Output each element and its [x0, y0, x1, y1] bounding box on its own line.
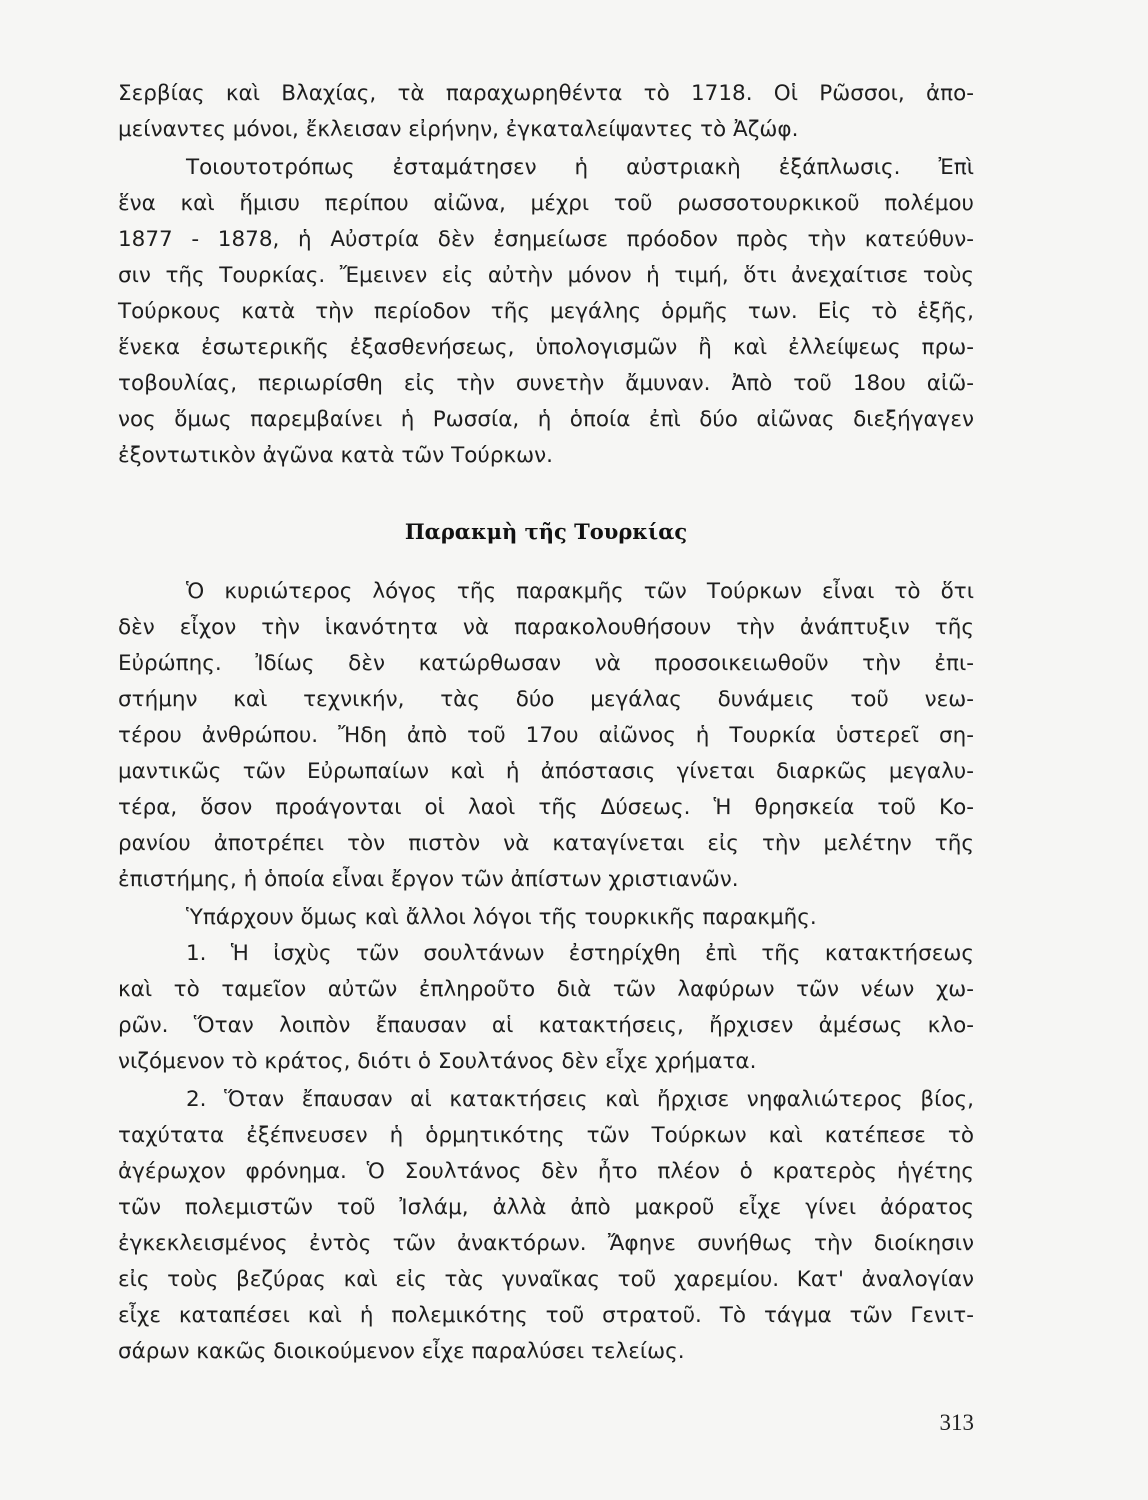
text-line: ἕνα καὶ ἥμισυ περίπου αἰῶνα, μέχρι τοῦ ρωσσοτουρκικοῦ πολέμου	[118, 191, 974, 216]
text-line: 1877 - 1878, ἡ Αὐστρία δὲν ἐσημείωσε πρόοδον πρὸς τὴν κατεύθυν-	[118, 227, 974, 252]
text-line: σάρων κακῶς διοικούμενον εἶχε παραλύσει τελείως.	[118, 1339, 685, 1364]
text-line: τέρου ἀνθρώπου. Ἤδη ἀπὸ τοῦ 17ου αἰῶνος ἡ Τουρκία ὑστερεῖ ση-	[118, 723, 974, 748]
text-line: Τοιουτοτρόπως ἐσταμάτησεν ἡ αὐστριακὴ ἐξάπλωσις. Ἐπὶ	[186, 155, 974, 180]
text-line: στήμην καὶ τεχνικήν, τὰς δύο μεγάλας δυνάμεις τοῦ νεω-	[118, 687, 974, 712]
text-line: τῶν πολεμιστῶν τοῦ Ἰσλάμ, ἀλλὰ ἀπὸ μακροῦ εἶχε γίνει ἀόρατος	[118, 1195, 974, 1220]
text-line: Τούρκους κατὰ τὴν περίοδον τῆς μεγάλης ὁρμῆς των. Εἰς τὸ ἑξῆς,	[118, 299, 974, 324]
text-line: Σερβίας καὶ Βλαχίας, τὰ παραχωρηθέντα τὸ 1718. Οἱ Ρῶσσοι, ἀπο-	[118, 81, 974, 106]
text-line: ταχύτατα ἐξέπνευσεν ἡ ὁρμητικότης τῶν Τούρκων καὶ κατέπεσε τὸ	[118, 1123, 974, 1148]
text-line: ρῶν. Ὅταν λοιπὸν ἔπαυσαν αἱ κατακτήσεις, ἤρχισεν ἀμέσως κλο-	[118, 1013, 974, 1038]
text-line: Ὑπάρχουν ὅμως καὶ ἄλλοι λόγοι τῆς τουρκικῆς παρακμῆς.	[186, 905, 817, 930]
text-line: τέρα, ὅσον προάγονται οἱ λαοὶ τῆς Δύσεως. Ἡ θρησκεία τοῦ Κο-	[118, 795, 974, 820]
text-line: ἐγκεκλεισμένος ἐντὸς τῶν ἀνακτόρων. Ἄφηνε συνήθως τὴν διοίκησιν	[118, 1231, 974, 1256]
text-line: μείναντες μόνοι, ἔκλεισαν εἰρήνην, ἐγκαταλείψαντες τὸ Ἀζώφ.	[118, 117, 799, 142]
section-heading: Παρακμὴ τῆς Τουρκίας	[404, 519, 688, 544]
text-line: Ὁ κυριώτερος λόγος τῆς παρακμῆς τῶν Τούρκων εἶναι τὸ ὅτι	[186, 579, 974, 604]
text-line: νιζόμενον τὸ κράτος, διότι ὁ Σουλτάνος δὲν εἶχε χρήματα.	[118, 1049, 757, 1074]
text-line: ἐπιστήμης, ἡ ὁποία εἶναι ἔργον τῶν ἀπίστων χριστιανῶν.	[118, 867, 739, 892]
page-number: 313	[939, 1410, 974, 1435]
text-line: 2. Ὅταν ἔπαυσαν αἱ κατακτήσεις καὶ ἤρχισε νηφαλιώτερος βίος,	[186, 1087, 974, 1112]
text-line: μαντικῶς τῶν Εὐρωπαίων καὶ ἡ ἀπόστασις γίνεται διαρκῶς μεγαλυ-	[118, 759, 974, 784]
text-line: εἰς τοὺς βεζύρας καὶ εἰς τὰς γυναῖκας τοῦ χαρεμίου. Κατ' ἀναλογίαν	[118, 1267, 974, 1292]
text-line: 1. Ἡ ἰσχὺς τῶν σουλτάνων ἐστηρίχθη ἐπὶ τῆς κατακτήσεως	[186, 941, 974, 966]
text-line: δὲν εἶχον τὴν ἱκανότητα νὰ παρακολουθήσουν τὴν ἀνάπτυξιν τῆς	[118, 615, 974, 640]
text-line: ἕνεκα ἐσωτερικῆς ἐξασθενήσεως, ὑπολογισμῶν ἢ καὶ ἐλλείψεως πρω-	[118, 335, 974, 360]
book-page	[118, 68, 974, 1488]
text-line: τοβουλίας, περιωρίσθη εἰς τὴν συνετὴν ἄμυναν. Ἀπὸ τοῦ 18ου αἰῶ-	[118, 371, 974, 396]
text-line: καὶ τὸ ταμεῖον αὐτῶν ἐπληροῦτο διὰ τῶν λαφύρων τῶν νέων χω-	[118, 977, 974, 1002]
text-line: εἶχε καταπέσει καὶ ἡ πολεμικότης τοῦ στρατοῦ. Τὸ τάγμα τῶν Γενιτ-	[118, 1303, 974, 1328]
text-line: νος ὅμως παρεμβαίνει ἡ Ρωσσία, ἡ ὁποία ἐπὶ δύο αἰῶνας διεξήγαγεν	[118, 407, 974, 432]
text-line: ἐξοντωτικὸν ἀγῶνα κατὰ τῶν Τούρκων.	[118, 443, 554, 468]
text-line: ἀγέρωχον φρόνημα. Ὁ Σουλτάνος δὲν ἦτο πλέον ὁ κρατερὸς ἡγέτης	[118, 1159, 974, 1184]
text-line: σιν τῆς Τουρκίας. Ἔμεινεν εἰς αὐτὴν μόνον ἡ τιμή, ὅτι ἀνεχαίτισε τοὺς	[118, 263, 974, 288]
text-line: Εὐρώπης. Ἰδίως δὲν κατώρθωσαν νὰ προσοικειωθοῦν τὴν ἐπι-	[118, 651, 974, 676]
text-line: ρανίου ἀποτρέπει τὸν πιστὸν νὰ καταγίνεται εἰς τὴν μελέτην τῆς	[118, 831, 974, 856]
